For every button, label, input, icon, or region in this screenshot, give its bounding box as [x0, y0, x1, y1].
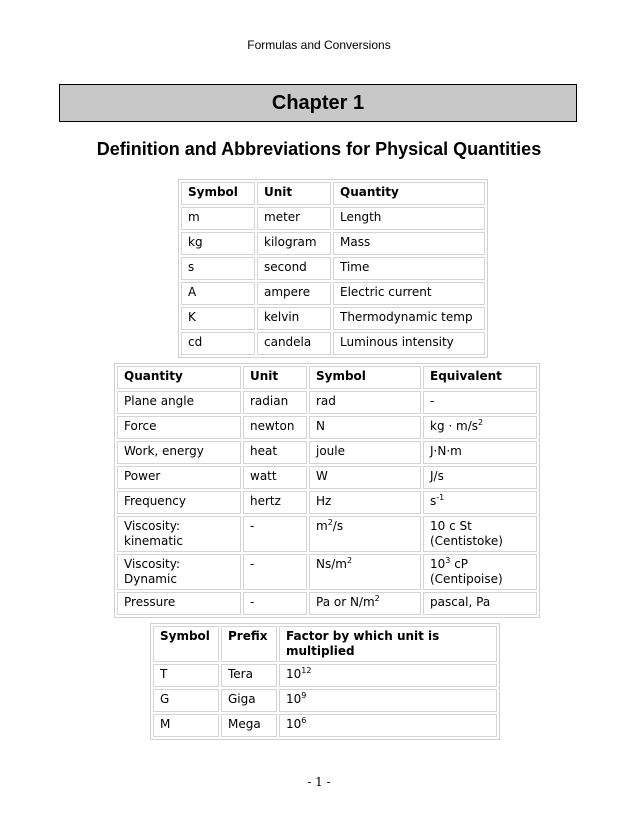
prefix-table [150, 623, 500, 740]
chapter-title: Chapter 1 [271, 91, 365, 114]
table-row [117, 554, 537, 590]
page-number: - 1 - [307, 775, 331, 789]
table-cell: kilogram [257, 232, 331, 255]
table-header-row [117, 366, 537, 389]
table-cell: - [243, 592, 307, 615]
column-header: Prefix [221, 626, 277, 662]
table-cell: M [153, 714, 219, 737]
table-cell: Pa or $N/m^2$ [309, 592, 421, 615]
table-cell: kg · $m/s^2$ [423, 416, 537, 439]
table-cell: J·N·m [423, 441, 537, 464]
table-cell: Viscosity: Dynamic [117, 554, 241, 590]
table-cell: joule [309, 441, 421, 464]
table-cell: Time [333, 257, 485, 280]
table-cell: $10^6$ [279, 714, 497, 737]
table-cell: Force [117, 416, 241, 439]
table-cell: watt [243, 466, 307, 489]
table-row [181, 282, 485, 305]
column-header: Unit [257, 182, 331, 205]
table-cell: Thermodynamic temp [333, 307, 485, 330]
column-header: Unit [243, 366, 307, 389]
table-cell: hertz [243, 491, 307, 514]
table-cell: Hz [309, 491, 421, 514]
table-cell: Electric current [333, 282, 485, 305]
table-cell: second [257, 257, 331, 280]
table-cell: N [309, 416, 421, 439]
table-cell: $10^{12}$ [279, 664, 497, 687]
column-header: Symbol [309, 366, 421, 389]
table-cell: ampere [257, 282, 331, 305]
table-cell: Mega [221, 714, 277, 737]
table-row [153, 689, 497, 712]
table-cell: radian [243, 391, 307, 414]
table-row [181, 232, 485, 255]
column-header: Symbol [181, 182, 255, 205]
table-row [117, 441, 537, 464]
column-header: Quantity [333, 182, 485, 205]
table-header-row [181, 182, 485, 205]
table-cell: candela [257, 332, 331, 355]
table-cell: kelvin [257, 307, 331, 330]
table-header-row [153, 626, 497, 662]
table-cell: K [181, 307, 255, 330]
column-header: Factor by which unit is multiplied [279, 626, 497, 662]
table-cell: $Ns/m^2$ [309, 554, 421, 590]
table-row [117, 516, 537, 552]
table-cell: Viscosity: kinematic [117, 516, 241, 552]
table-cell: Length [333, 207, 485, 230]
table-cell: - [243, 554, 307, 590]
chapter-heading-box [59, 84, 577, 122]
table-cell: W [309, 466, 421, 489]
column-header: Symbol [153, 626, 219, 662]
table-cell: - [243, 516, 307, 552]
table-cell: $s^{-1}$ [423, 491, 537, 514]
table-cell: $10^9$ [279, 689, 497, 712]
table-cell: A [181, 282, 255, 305]
table-cell: Tera [221, 664, 277, 687]
table-row [153, 714, 497, 737]
table-cell: Pressure [117, 592, 241, 615]
table-cell: Power [117, 466, 241, 489]
table-cell: Work, energy [117, 441, 241, 464]
table-cell: $10^3$ cP (Centipoise) [423, 554, 537, 590]
table-row [117, 592, 537, 615]
table-cell: G [153, 689, 219, 712]
table-cell: m [181, 207, 255, 230]
table-cell: T [153, 664, 219, 687]
table-cell: kg [181, 232, 255, 255]
table-row [153, 664, 497, 687]
table-cell: meter [257, 207, 331, 230]
derived-quantities-table [114, 363, 540, 618]
column-header: Quantity [117, 366, 241, 389]
table-cell: pascal, Pa [423, 592, 537, 615]
table-row [117, 416, 537, 439]
table-row [181, 257, 485, 280]
table-cell: heat [243, 441, 307, 464]
table-cell: J/s [423, 466, 537, 489]
table-cell: newton [243, 416, 307, 439]
table-row [181, 207, 485, 230]
table-cell: Giga [221, 689, 277, 712]
table-cell: Luminous intensity [333, 332, 485, 355]
running-header: Formulas and Conversions [247, 38, 391, 52]
table-row [117, 466, 537, 489]
table-row [181, 332, 485, 355]
table-cell: Frequency [117, 491, 241, 514]
table-cell: $m^2/s$ [309, 516, 421, 552]
base-units-table [178, 179, 488, 358]
table-row [181, 307, 485, 330]
table-cell: cd [181, 332, 255, 355]
section-title: Definition and Abbreviations for Physical Quantities [96, 139, 542, 159]
table-cell: rad [309, 391, 421, 414]
table-row [117, 491, 537, 514]
column-header: Equivalent [423, 366, 537, 389]
table-cell: 10 c St (Centistoke) [423, 516, 537, 552]
table-cell: - [423, 391, 537, 414]
table-row [117, 391, 537, 414]
table-cell: s [181, 257, 255, 280]
table-cell: Plane angle [117, 391, 241, 414]
table-cell: Mass [333, 232, 485, 255]
